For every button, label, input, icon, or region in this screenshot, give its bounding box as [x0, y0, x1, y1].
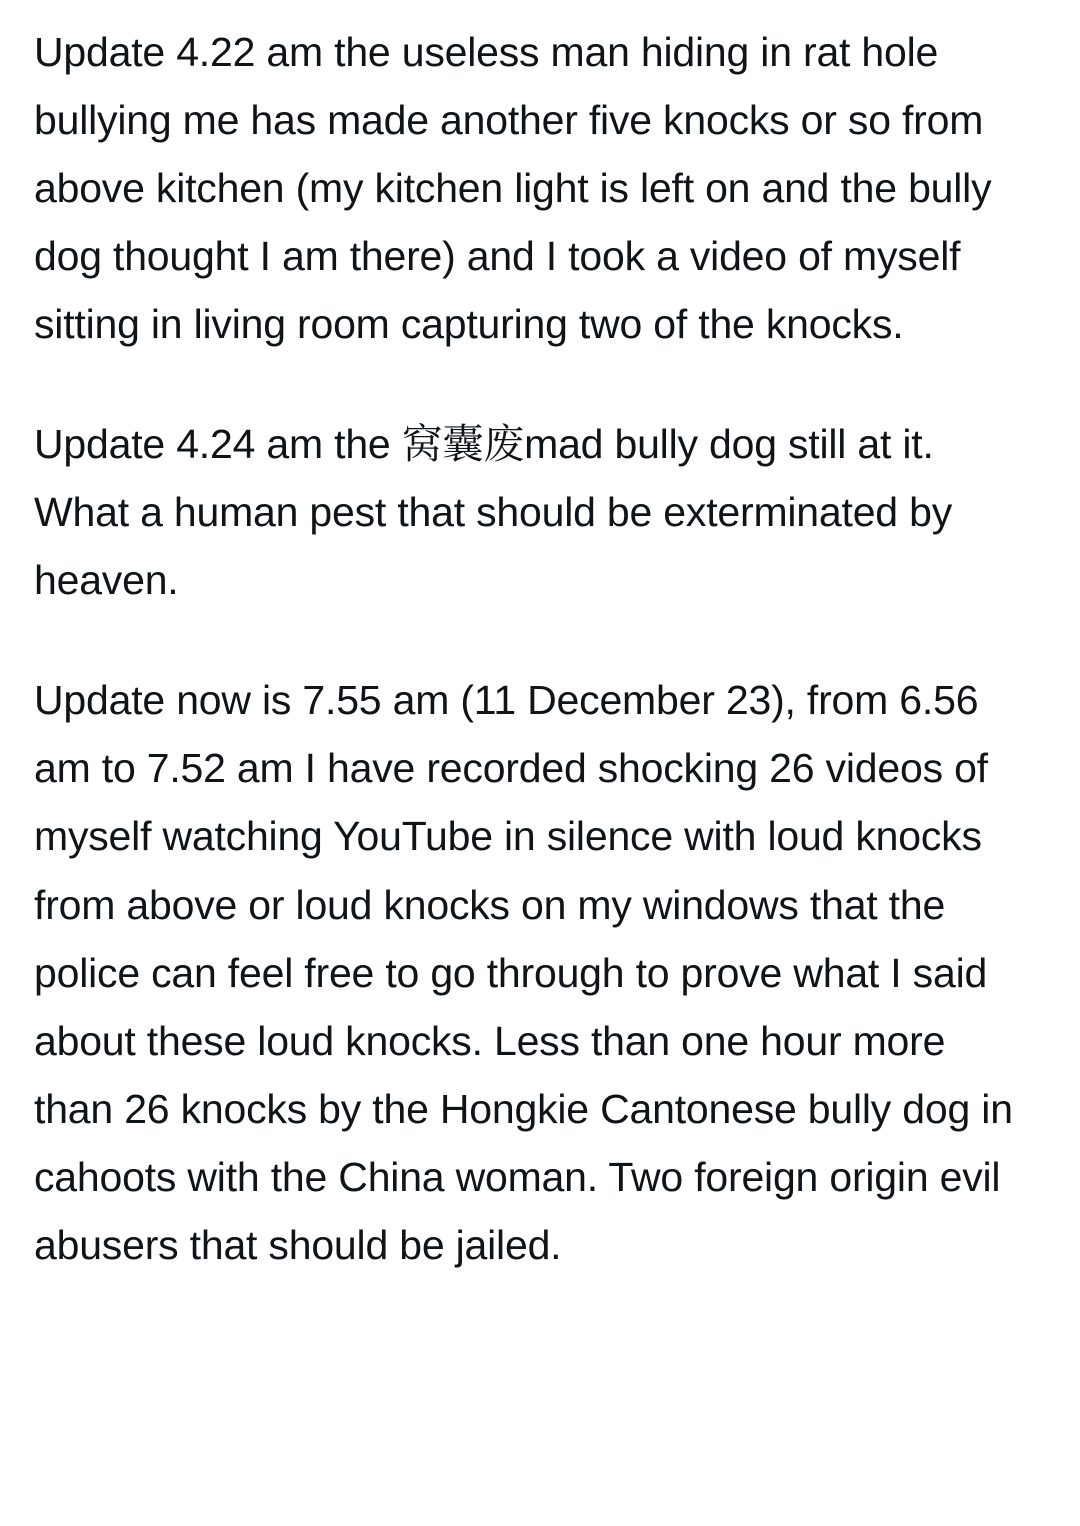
paragraph-update-7-55-am: Update now is 7.55 am (11 December 23), from 6.56 am to 7.52 am I have recorded shocking 26 videos of myself watching YouTube in silence with loud knocks from above or loud knocks on my windows that the police can feel free to go through to prove what I said about these loud knocks. Less than one hour more than 26 knocks by the Hongkie Cantonese bully dog in cahoots with the China woman. Two foreign origin evil abusers that should be jailed.	[34, 677, 1025, 1268]
paragraph-update-4-24-am: Update 4.24 am the 窝囊废mad bully dog still at it. What a human pest that should be exterminated by heaven.	[34, 421, 964, 604]
paragraph-update-4-22-am: Update 4.22 am the useless man hiding in rat hole bullying me has made another five knocks or so from above kitchen (my kitchen light is left on and the bully dog thought I am there) and I took a video of myself sitting in living room capturing two of the knocks.	[34, 29, 1003, 348]
